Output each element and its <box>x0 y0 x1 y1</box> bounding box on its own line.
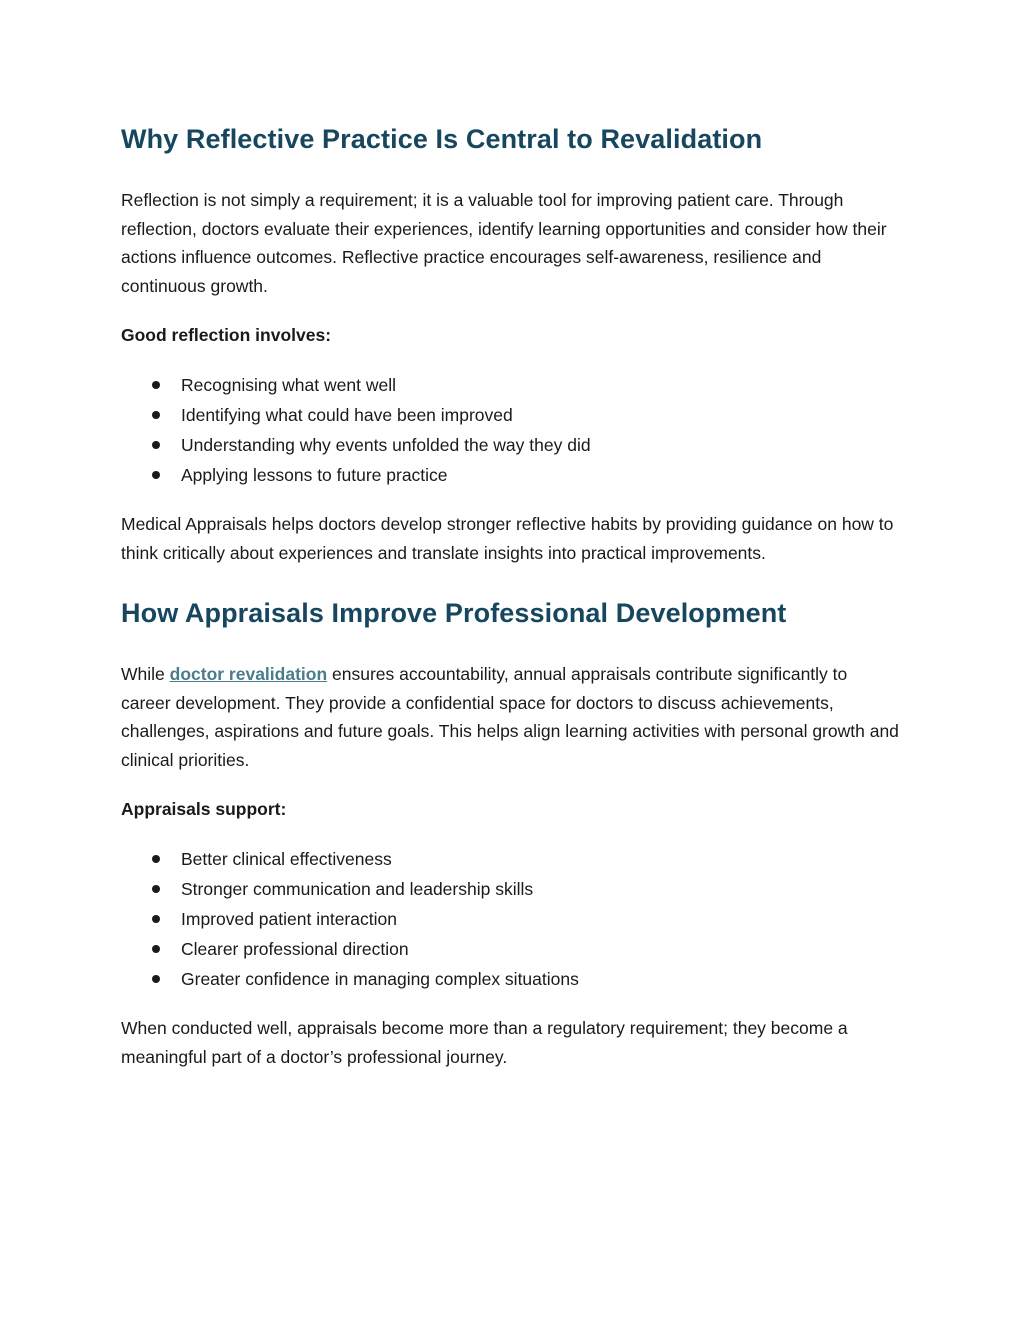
appraisals-intro-paragraph <box>121 660 901 774</box>
bullet-icon <box>152 915 160 923</box>
list-item-text: Recognising what went well <box>181 375 396 395</box>
reflection-intro-paragraph: Reflection is not simply a requirement; it is a valuable tool for improving patient care. Through reflection, doctors evaluate their experiences, identify learning opportunities and consider how their actions influence outcomes. Reflective practice encourages self-awareness, resilience and continuous growth. <box>121 190 887 296</box>
bullet-icon <box>152 381 160 389</box>
section-heading-professional-development: How Appraisals Improve Professional Development <box>121 598 787 628</box>
list-item-text: Applying lessons to future practice <box>181 465 448 485</box>
appraisals-support-list <box>121 844 901 994</box>
list-item <box>121 934 901 964</box>
list-item <box>121 430 901 460</box>
list-item-text: Understanding why events unfolded the way they did <box>181 435 591 455</box>
list-item <box>121 844 901 874</box>
bullet-icon <box>152 441 160 449</box>
document-page <box>121 0 901 1071</box>
intro-prefix: While <box>121 664 170 684</box>
list-item-text: Improved patient interaction <box>181 909 397 929</box>
list-item <box>121 460 901 490</box>
bullet-icon <box>152 411 160 419</box>
bullet-icon <box>152 975 160 983</box>
list-item <box>121 904 901 934</box>
section-heading-reflective-practice: Why Reflective Practice Is Central to Revalidation <box>121 124 763 154</box>
list-item <box>121 964 901 994</box>
bullet-icon <box>152 945 160 953</box>
list-item-text: Stronger communication and leadership skills <box>181 879 534 899</box>
bullet-icon <box>152 855 160 863</box>
intro-suffix: ensures accountability, annual appraisals contribute significantly to career development. They provide a confidential space for doctors to discuss achievements, challenges, aspirations and future goals. This helps align learning activities with personal growth and clinical priorities. <box>121 664 899 770</box>
good-reflection-lead: Good reflection involves: <box>121 325 332 345</box>
list-item-text: Clearer professional direction <box>181 939 409 959</box>
list-item <box>121 370 901 400</box>
reflection-closing-paragraph: Medical Appraisals helps doctors develop stronger reflective habits by providing guidance on how to think critically about experiences and translate insights into practical improvements. <box>121 514 894 563</box>
doctor-revalidation-link[interactable]: doctor revalidation <box>169 664 328 684</box>
appraisals-closing-paragraph: When conducted well, appraisals become more than a regulatory requirement; they become a meaningful part of a doctor’s professional journey. <box>121 1018 848 1067</box>
bullet-icon <box>152 885 160 893</box>
list-item <box>121 874 901 904</box>
good-reflection-list <box>121 370 901 490</box>
bullet-icon <box>152 471 160 479</box>
appraisals-support-lead: Appraisals support: <box>121 799 287 819</box>
list-item-text: Identifying what could have been improved <box>181 405 513 425</box>
list-item-text: Greater confidence in managing complex situations <box>181 969 579 989</box>
list-item-text: Better clinical effectiveness <box>181 849 392 869</box>
list-item <box>121 400 901 430</box>
